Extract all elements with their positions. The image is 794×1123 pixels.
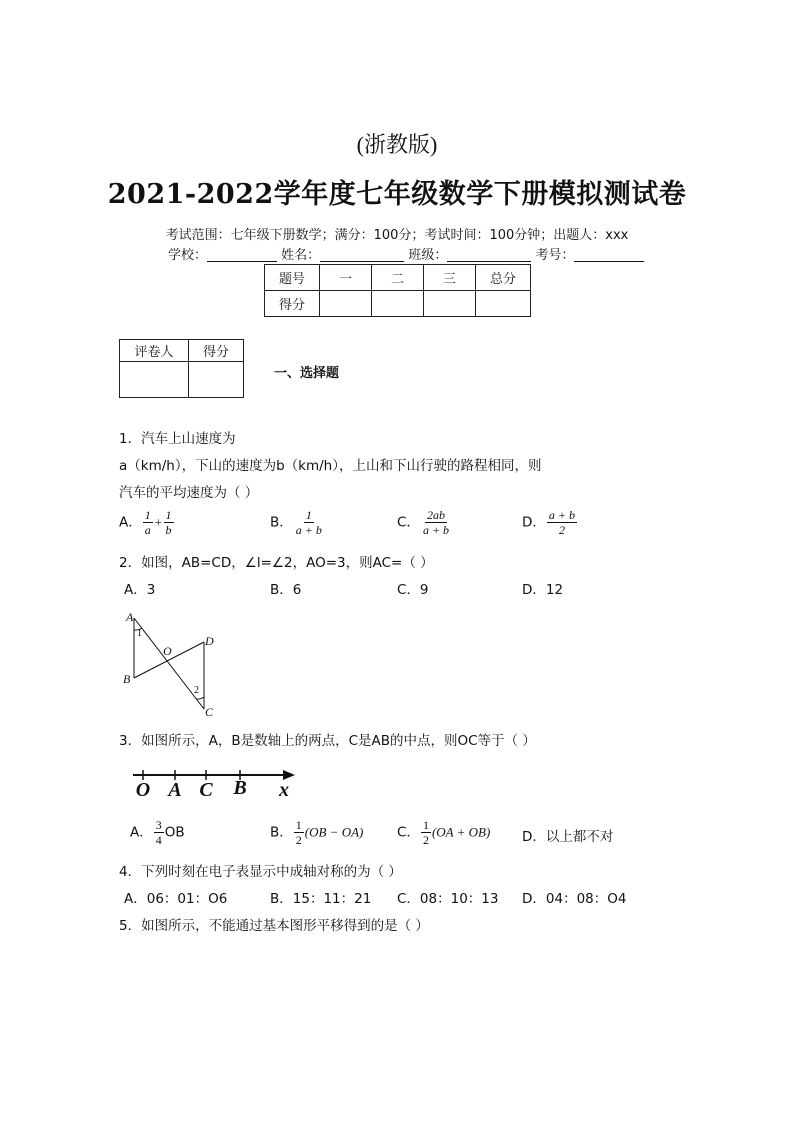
fraction: $\frac{1}{a + b}$ [295, 508, 322, 537]
q2-figure [118, 608, 228, 718]
q1-option-b[interactable]: B． $\frac{1}{a + b}$ [270, 508, 322, 537]
score-row-label: 得分 [265, 291, 320, 317]
axis-label-c: C [199, 779, 213, 801]
q2-option-d[interactable]: D．12 [522, 582, 564, 598]
axis-label-o: O [135, 779, 151, 801]
label-o: O [163, 644, 172, 658]
class-label: 班级： [408, 248, 448, 263]
grader-header: 评卷人 [120, 340, 189, 362]
exam-info: 考试范围：七年级下册数学；满分：100分；考试时间：100分钟；出题人：xxx [165, 228, 629, 243]
q2-text: 2．如图，AB=CD，∠l=∠2，AO=3，则AC=（ ） [119, 555, 434, 571]
q4-option-b[interactable]: B．15：11：21 [270, 891, 372, 907]
id-label: 考号： [535, 248, 575, 263]
q2-option-b[interactable]: B．6 [270, 582, 302, 598]
q3-option-d[interactable]: D．以上都不对 [522, 829, 614, 845]
q4-option-c[interactable]: C．08：10：13 [397, 891, 499, 907]
fraction: $\frac{1}{b}$ [165, 508, 172, 537]
q3-option-b[interactable]: B． $\frac{1}{2}$ (OB − OA) [270, 818, 364, 847]
q4-option-a[interactable]: A．06：01：O6 [124, 891, 228, 907]
q1-line2: a（km/h），下山的速度为b（km/h），上山和下山行驶的路程相同，则 [119, 458, 542, 474]
angle-2-arc [196, 697, 204, 699]
score-cell[interactable] [424, 291, 476, 317]
grader-table [119, 339, 244, 398]
axis-label-b: B [233, 777, 247, 799]
score-cell[interactable] [476, 291, 531, 317]
q3-option-a[interactable]: A． $\frac{3}{4}$ OB [130, 818, 185, 847]
id-blank [574, 247, 644, 262]
q1-line3: 汽车的平均速度为（ ） [119, 485, 259, 501]
grader-cell[interactable] [120, 362, 189, 398]
fraction: $\frac{2ab}{a + b}$ [422, 508, 450, 537]
q4-text: 4．下列时刻在电子表显示中成轴对称的为（ ） [119, 864, 402, 880]
grader-header: 得分 [189, 340, 244, 362]
score-header: 题号 [265, 265, 320, 291]
q1-option-a[interactable]: A． $\frac{1}{a}$ + $\frac{1}{b}$ [119, 508, 172, 537]
q5-text: 5．如图所示，不能通过基本图形平移得到的是（ ） [119, 918, 429, 934]
name-blank [320, 247, 404, 262]
score-header: 三 [424, 265, 476, 291]
label-c: C [205, 705, 214, 718]
q4-option-d[interactable]: D．04：08：O4 [522, 891, 627, 907]
q1-option-d[interactable]: D． $\frac{a + b}{2}$ [522, 508, 576, 537]
label-b: B [123, 672, 131, 686]
label-d: D [205, 634, 214, 648]
fraction: $\frac{a + b}{2}$ [548, 508, 576, 537]
score-cell[interactable] [320, 291, 372, 317]
fraction: $\frac{1}{2}$ [295, 818, 302, 847]
q1-option-c[interactable]: C． $\frac{2ab}{a + b}$ [397, 508, 450, 537]
fraction: $\frac{1}{2}$ [422, 818, 429, 847]
score-table [264, 264, 531, 317]
school-label: 学校： [168, 248, 208, 263]
q3-number-line [125, 762, 305, 802]
name-label: 姓名： [281, 248, 321, 263]
label-angle-2: 2 [194, 685, 199, 696]
label-a: A [126, 610, 134, 624]
student-fields [168, 244, 644, 263]
label-angle-1: 1 [137, 628, 142, 639]
fraction: $\frac{3}{4}$ [155, 818, 162, 847]
score-header: 一 [320, 265, 372, 291]
score-header: 总分 [476, 265, 531, 291]
score-header: 二 [372, 265, 424, 291]
q3-text: 3．如图所示，A，B是数轴上的两点，C是AB的中点，则OC等于（ ） [119, 733, 536, 749]
exam-edition: (浙教版) [356, 132, 438, 157]
axis-label-x: x [279, 779, 289, 801]
score-cell[interactable] [372, 291, 424, 317]
fraction: $\frac{1}{a}$ [144, 508, 151, 537]
axis-label-a: A [168, 779, 182, 801]
q3-option-c[interactable]: C． $\frac{1}{2}$ (OA + OB) [397, 818, 491, 847]
q2-option-c[interactable]: C．9 [397, 582, 429, 598]
grader-cell[interactable] [189, 362, 244, 398]
section-title: 一、选择题 [274, 366, 340, 381]
q1-line1: 1．汽车上山速度为 [119, 431, 236, 447]
school-blank [207, 247, 277, 262]
q2-option-a[interactable]: A．3 [124, 582, 156, 598]
class-blank [447, 247, 531, 262]
exam-title: 2021-2022学年度七年级数学下册模拟测试卷 [107, 179, 687, 210]
